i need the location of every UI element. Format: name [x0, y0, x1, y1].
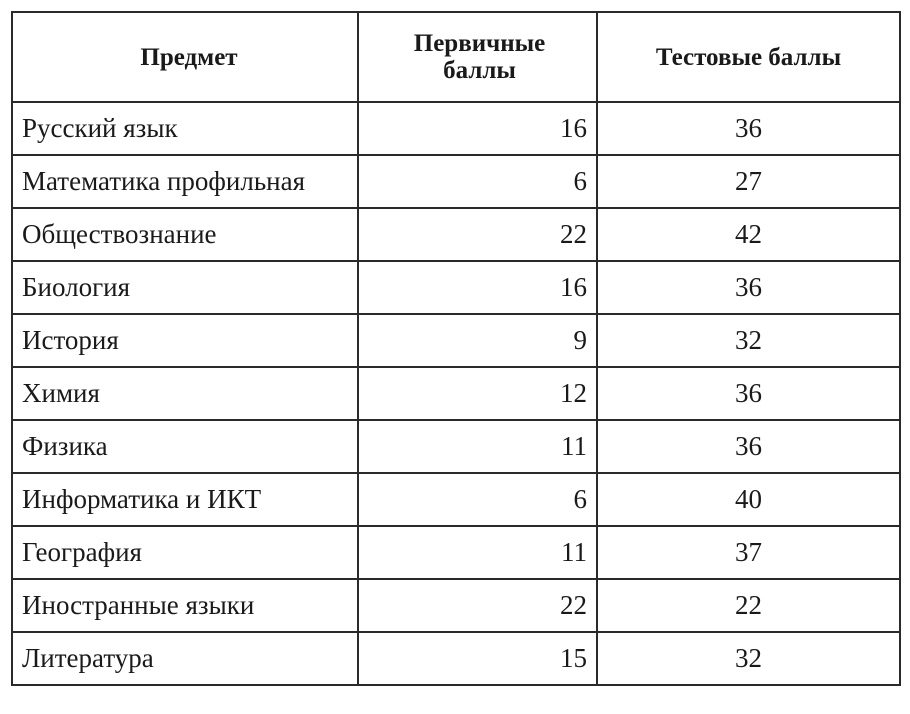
cell-subject: Математика профильная [12, 155, 358, 208]
table-row [12, 155, 900, 208]
cell-primary-score: 22 [358, 579, 597, 632]
table-row [12, 208, 900, 261]
cell-test-score: 27 [597, 155, 900, 208]
table-row [12, 367, 900, 420]
table-row [12, 261, 900, 314]
cell-primary-score: 6 [358, 155, 597, 208]
cell-subject: Информатика и ИКТ [12, 473, 358, 526]
cell-primary-score: 12 [358, 367, 597, 420]
table-row [12, 314, 900, 367]
cell-subject: Физика [12, 420, 358, 473]
cell-subject: Биология [12, 261, 358, 314]
cell-test-score: 37 [597, 526, 900, 579]
cell-test-score: 36 [597, 261, 900, 314]
cell-test-score: 36 [597, 102, 900, 155]
cell-subject: Химия [12, 367, 358, 420]
cell-primary-score: 11 [358, 420, 597, 473]
cell-primary-score: 22 [358, 208, 597, 261]
table-row [12, 473, 900, 526]
table-row [12, 420, 900, 473]
cell-test-score: 32 [597, 632, 900, 685]
cell-test-score: 36 [597, 420, 900, 473]
cell-subject: Иностранные языки [12, 579, 358, 632]
cell-test-score: 42 [597, 208, 900, 261]
table-header [12, 12, 900, 102]
table-row [12, 579, 900, 632]
cell-test-score: 32 [597, 314, 900, 367]
cell-subject: География [12, 526, 358, 579]
table-row [12, 632, 900, 685]
cell-primary-score: 9 [358, 314, 597, 367]
cell-primary-score: 16 [358, 102, 597, 155]
cell-test-score: 40 [597, 473, 900, 526]
scores-table-container [11, 11, 901, 686]
table-row [12, 526, 900, 579]
header-row [12, 12, 900, 102]
header-primary-score: Первичные баллы [358, 12, 597, 102]
cell-primary-score: 16 [358, 261, 597, 314]
table-row [12, 102, 900, 155]
cell-primary-score: 11 [358, 526, 597, 579]
cell-primary-score: 15 [358, 632, 597, 685]
cell-primary-score: 6 [358, 473, 597, 526]
header-test-score: Тестовые баллы [597, 12, 900, 102]
cell-subject: История [12, 314, 358, 367]
scores-table [11, 11, 901, 686]
header-subject: Предмет [12, 12, 358, 102]
cell-test-score: 36 [597, 367, 900, 420]
cell-subject: Русский язык [12, 102, 358, 155]
cell-subject: Обществознание [12, 208, 358, 261]
cell-subject: Литература [12, 632, 358, 685]
table-body [12, 102, 900, 685]
cell-test-score: 22 [597, 579, 900, 632]
